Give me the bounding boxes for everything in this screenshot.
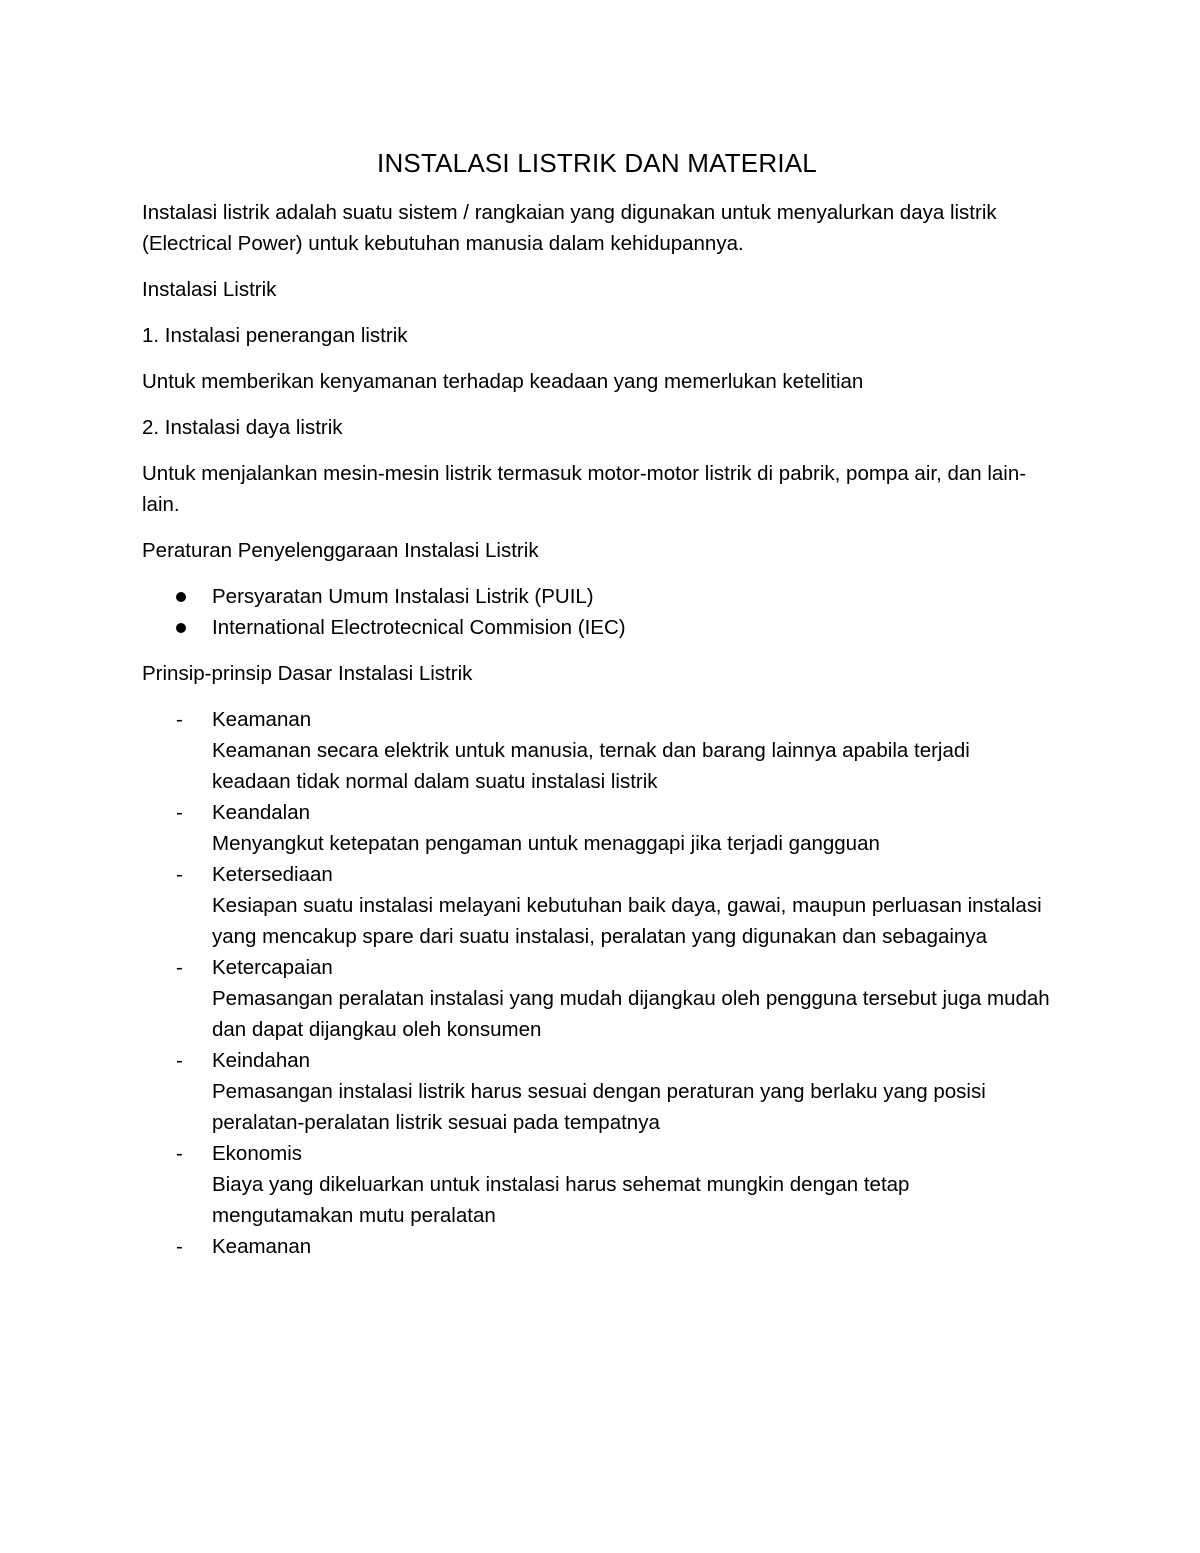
list-item [142, 1231, 1052, 1262]
document-body [142, 143, 1052, 1262]
dash-bullet-icon: - [176, 1235, 183, 1258]
installations-heading: Instalasi Listrik [142, 278, 277, 301]
principle-name: Keamanan [212, 1235, 312, 1258]
regulations-list [142, 581, 1052, 643]
principles-list [142, 704, 1052, 1262]
intro-paragraph: Instalasi listrik adalah suatu sistem / rangkaian yang digunakan untuk menyalurkan daya listrik (Electrical Power) untuk kebutuhan manusia dalam kehidupannya. [142, 201, 997, 255]
list-item [142, 581, 1052, 612]
item1-heading: 1. Instalasi penerangan listrik [142, 324, 408, 347]
principle-description: Kesiapan suatu instalasi melayani kebutuhan baik daya, gawai, maupun perluasan instalasi yang mencakup spare dari suatu instalasi, peralatan yang digunakan dan sebagainya [212, 894, 1042, 948]
dash-bullet-icon: - [176, 1049, 183, 1072]
regulation-label: Persyaratan Umum Instalasi Listrik (PUIL) [212, 585, 594, 608]
list-item [142, 612, 1052, 643]
principle-name: Ketercapaian [212, 956, 333, 979]
regulation-label: International Electrotecnical Commision (IEC) [212, 616, 626, 639]
bullet-icon [176, 592, 186, 602]
principle-name: Keamanan [212, 708, 312, 731]
principle-description: Menyangkut ketepatan pengaman untuk menaggapi jika terjadi gangguan [212, 832, 880, 855]
principle-name: Keandalan [212, 801, 311, 824]
item1-text: Untuk memberikan kenyamanan terhadap keadaan yang memerlukan ketelitian [142, 370, 864, 393]
principles-heading: Prinsip-prinsip Dasar Instalasi Listrik [142, 662, 473, 685]
list-item [142, 1138, 1052, 1231]
list-item [142, 952, 1052, 1045]
principle-description: Pemasangan instalasi listrik harus sesuai dengan peraturan yang berlaku yang posisi peralatan-peralatan listrik sesuai pada tempatnya [212, 1080, 986, 1134]
document-title: INSTALASI LISTRIK DAN MATERIAL [377, 148, 817, 178]
regulations-heading: Peraturan Penyelenggaraan Instalasi Listrik [142, 539, 539, 562]
item2-heading: 2. Instalasi daya listrik [142, 416, 343, 439]
principle-name: Keindahan [212, 1049, 311, 1072]
principle-name: Ekonomis [212, 1142, 303, 1165]
principle-name: Ketersediaan [212, 863, 333, 886]
list-item [142, 797, 1052, 859]
list-item [142, 859, 1052, 952]
dash-bullet-icon: - [176, 956, 183, 979]
item2-text: Untuk menjalankan mesin-mesin listrik termasuk motor-motor listrik di pabrik, pompa air, dan lain-lain. [142, 462, 1027, 516]
list-item [142, 1045, 1052, 1138]
principle-description: Biaya yang dikeluarkan untuk instalasi harus sehemat mungkin dengan tetap mengutamakan mutu peralatan [212, 1173, 910, 1227]
bullet-icon [176, 623, 186, 633]
dash-bullet-icon: - [176, 1142, 183, 1165]
principle-description: Pemasangan peralatan instalasi yang mudah dijangkau oleh pengguna tersebut juga mudah dan dapat dijangkau oleh konsumen [212, 987, 1050, 1041]
principle-description: Keamanan secara elektrik untuk manusia, ternak dan barang lainnya apabila terjadi keadaan tidak normal dalam suatu instalasi listrik [212, 739, 970, 793]
dash-bullet-icon: - [176, 863, 183, 886]
dash-bullet-icon: - [176, 801, 183, 824]
list-item [142, 704, 1052, 797]
dash-bullet-icon: - [176, 708, 183, 731]
